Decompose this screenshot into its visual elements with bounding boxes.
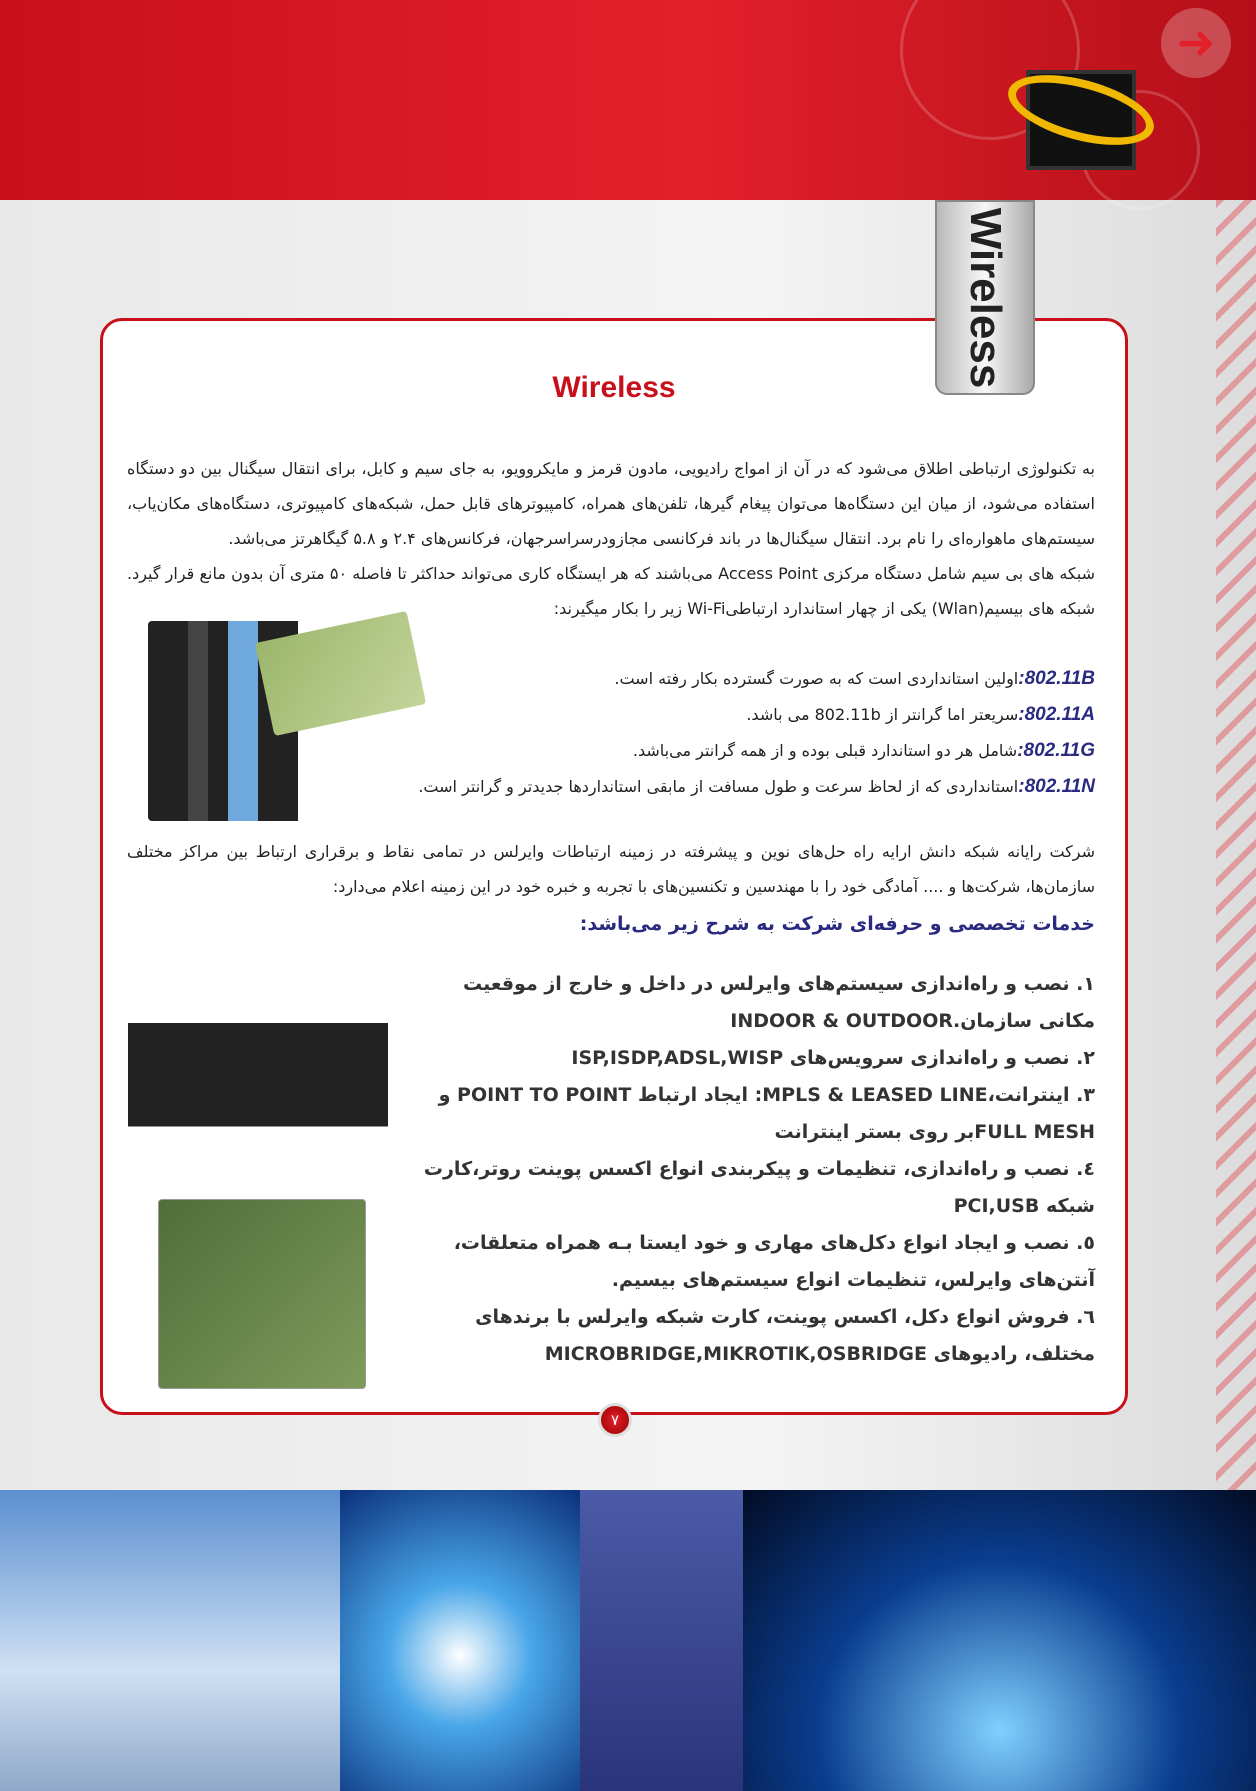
page-number: ۷: [598, 1403, 632, 1437]
standard-item: 802.11A:سریعتر اما گرانتر از 802.11b می باشد.: [746, 704, 1095, 725]
service-item: ٤. نصب و راه‌اندازی، تنظیمات و پیکربندی انواع اکسس پوینت روتر،کارت شبکه PCI,USB: [423, 1158, 1095, 1217]
wireless-tab: [935, 200, 1035, 395]
standard-item: 802.11G:شامل هر دو استاندارد قبلی بوده و از همه گرانتر می‌باشد.: [632, 740, 1095, 761]
header-banner: [0, 0, 1256, 200]
arrow-right-icon: ➜: [1161, 8, 1231, 78]
service-item: ٥. نصب و ایجاد انواع دکل‌های مهاری و خود ایستا بـه همراه متعلقات، آنتن‌های وایرلس، تنظیمات انواع سیستم‌های بیسیم.: [453, 1232, 1095, 1291]
intro-paragraph-2: شبکه های بی سیم شامل دستگاه مرکزی Access Point می‌باشند که هر ایستگاه کاری می‌تواند حداکثر تا فاصله ۵۰ متری آن بدون مانع قرار گیرد. شبکه های بیسیم(Wlan) یکی از چهار استاندارد ارتباطیWi-Fi زیر را بکار میگیرند:: [127, 564, 1095, 618]
tab-label: Wireless: [961, 207, 1010, 388]
tower-photo: [0, 1490, 340, 1791]
content-panel: [100, 318, 1128, 1415]
globe-photo: [340, 1490, 580, 1791]
router-image: [128, 931, 388, 1161]
standard-item: 802.11B:اولین استانداردی است که به صورت گسترده بکار رفته است.: [614, 668, 1095, 689]
services-heading: خدمات تخصصی و حرفه‌ای شرکت به شرح زیر می‌باشد:: [579, 913, 1095, 935]
page-title: Wireless: [552, 371, 676, 404]
decor-stripes: [1216, 200, 1256, 1490]
mikrotik-board-image: [158, 1199, 366, 1389]
standard-item: 802.11N:استانداردی که از لحاظ سرعت و طول مسافت از مابقی استانداردها جدیدتر و گرانتر است.: [418, 776, 1095, 797]
service-item: ۳. اینترانت،MPLS & LEASED LINE: ایجاد ارتباط POINT TO POINT و FULL MESHبر روی بستر اینترانت: [438, 1084, 1095, 1143]
service-item: ۱. نصب و راه‌اندازی سیستم‌های وایرلس در داخل و خارج از موقعیت مکانی سازمان.INDOOR & OUTDOOR: [463, 973, 1095, 1032]
intro-paragraph: به تکنولوژی ارتباطی اطلاق می‌شود که در آن از امواج رادیویی، مادون قرمز و مایکروویو، به جای سیم و کابل، برای انتقال سیگنال بین دو دستگاه استفاده می‌شود، از میان این دستگاه‌ها می‌توان پیغام گیرها، تلفن‌های همراه، کامپیوترهای قابل حمل، شبکه‌های کامپیوتری، دستگاه‌های مکان‌یاب، سیستم‌های ماهواره‌ای را نام برد. انتقال سیگنال‌ها در باند فرکانسی مجازودرسراسرجهان، فرکانس‌های ۲.۴ و ۵.۸ گیگاهرتز می‌باشد.: [127, 459, 1095, 548]
service-item: ٦. فروش انواع دکل، اکسس پوینت، کارت شبکه وایرلس با برندهای مختلف، رادیوهای MICROBRIDGE,MIKROTIK,OSBRIDGE: [475, 1306, 1095, 1365]
standards-list: [418, 661, 1095, 805]
service-item: ۲. نصب و راه‌اندازی سرویس‌های ISP,ISDP,ADSL,WISP: [571, 1047, 1095, 1069]
network-photo: [743, 1490, 1256, 1791]
blue-panel: [580, 1490, 743, 1791]
services-list: [415, 966, 1095, 1373]
company-paragraph: شرکت رایانه شبکه دانش ارایه راه حل‌های نوین و پیشرفته در زمینه ارتباطات وایرلس در تمامی نقاط و برقراری ارتباط بین مراکز مختلف سازمان‌ها، شرکت‌ها و .... آمادگی خود را با مهندسین و تکنسین‌های با تجربه و خبره خود در این زمینه اعلام می‌دارد:: [127, 842, 1095, 896]
